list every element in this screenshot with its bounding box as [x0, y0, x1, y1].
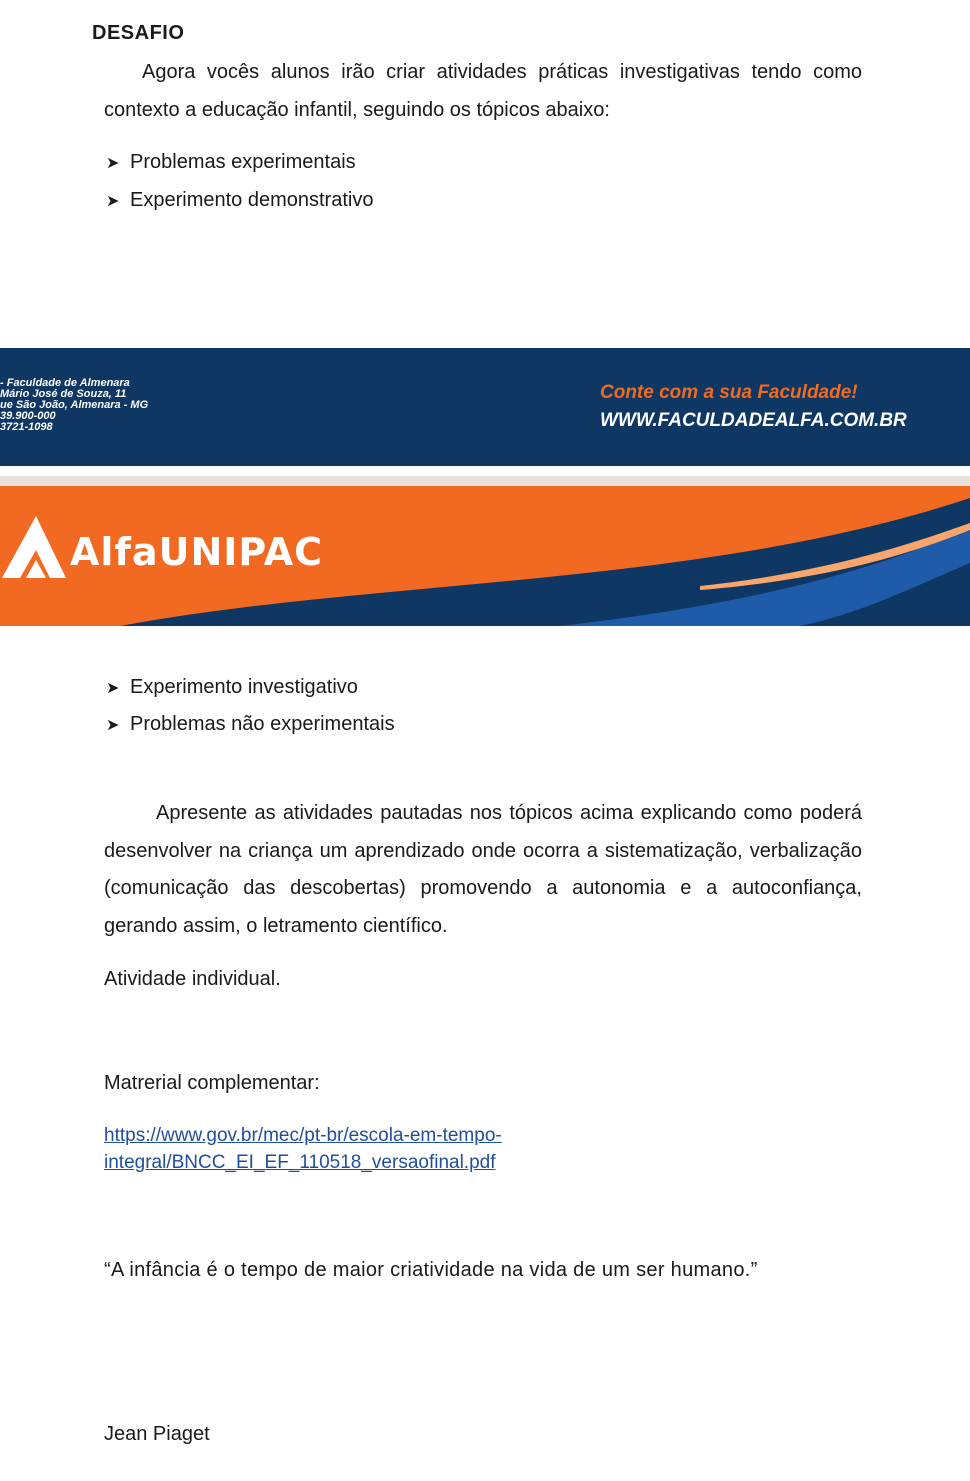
bncc-link[interactable]: integral/BNCC_EI_EF_110518_versaofinal.pdf [104, 1152, 496, 1173]
topic-item [106, 710, 395, 740]
activity-type: Atividade individual. [104, 968, 281, 990]
topic-item [106, 148, 356, 178]
quote-author: Jean Piaget [104, 1423, 210, 1445]
topic-label: Experimento investigativo [130, 676, 358, 698]
arrow-bullet-icon: ➤ [106, 717, 120, 734]
address-line: 3721-1098 [0, 421, 53, 433]
arrow-bullet-icon: ➤ [106, 155, 120, 172]
topic-item [106, 673, 358, 703]
address-line: ue São João, Almenara - MG [0, 399, 149, 411]
topic-label: Problemas experimentais [130, 151, 356, 173]
quote-text: “A infância é o tempo de maior criatividade na vida de um ser humano.” [104, 1259, 758, 1281]
arrow-bullet-icon: ➤ [106, 680, 120, 697]
faculty-address [0, 378, 148, 433]
address-line: 39.900-000 [0, 410, 56, 422]
intro-paragraph: Agora vocês alunos irão criar atividades práticas investigativas tendo como contexto a educação infantil, seguindo os tópicos abaixo: [104, 61, 862, 121]
banner-website[interactable]: WWW.FACULDADEALFA.COM.BR [600, 410, 907, 431]
bncc-link[interactable]: https://www.gov.br/mec/pt-br/escola-em-tempo- [104, 1125, 502, 1146]
topic-label: Experimento demonstrativo [130, 189, 374, 211]
banner-slogan: Conte com a sua Faculdade! [600, 382, 858, 403]
address-line: Mário José de Souza, 11 [0, 388, 127, 400]
page-title: DESAFIO [92, 22, 185, 44]
instruction-paragraph: Apresente as atividades pautadas nos tópicos acima explicando como poderá desenvolver na criança um aprendizado onde ocorra a sistematização, verbalização (comunicação das descobertas) promovendo a autonomia e a autoconfiança, gerando assim, o letramento científico. [104, 802, 862, 937]
alfa-unipac-logo-text: AlfaUNIPAC [70, 530, 324, 574]
address-line: - Faculdade de Almenara [0, 377, 130, 389]
alfa-logo-icon [0, 514, 70, 580]
arrow-bullet-icon: ➤ [106, 193, 120, 210]
topic-item [106, 186, 373, 216]
material-label: Matrerial complementar: [104, 1072, 320, 1094]
topic-label: Problemas não experimentais [130, 713, 395, 735]
